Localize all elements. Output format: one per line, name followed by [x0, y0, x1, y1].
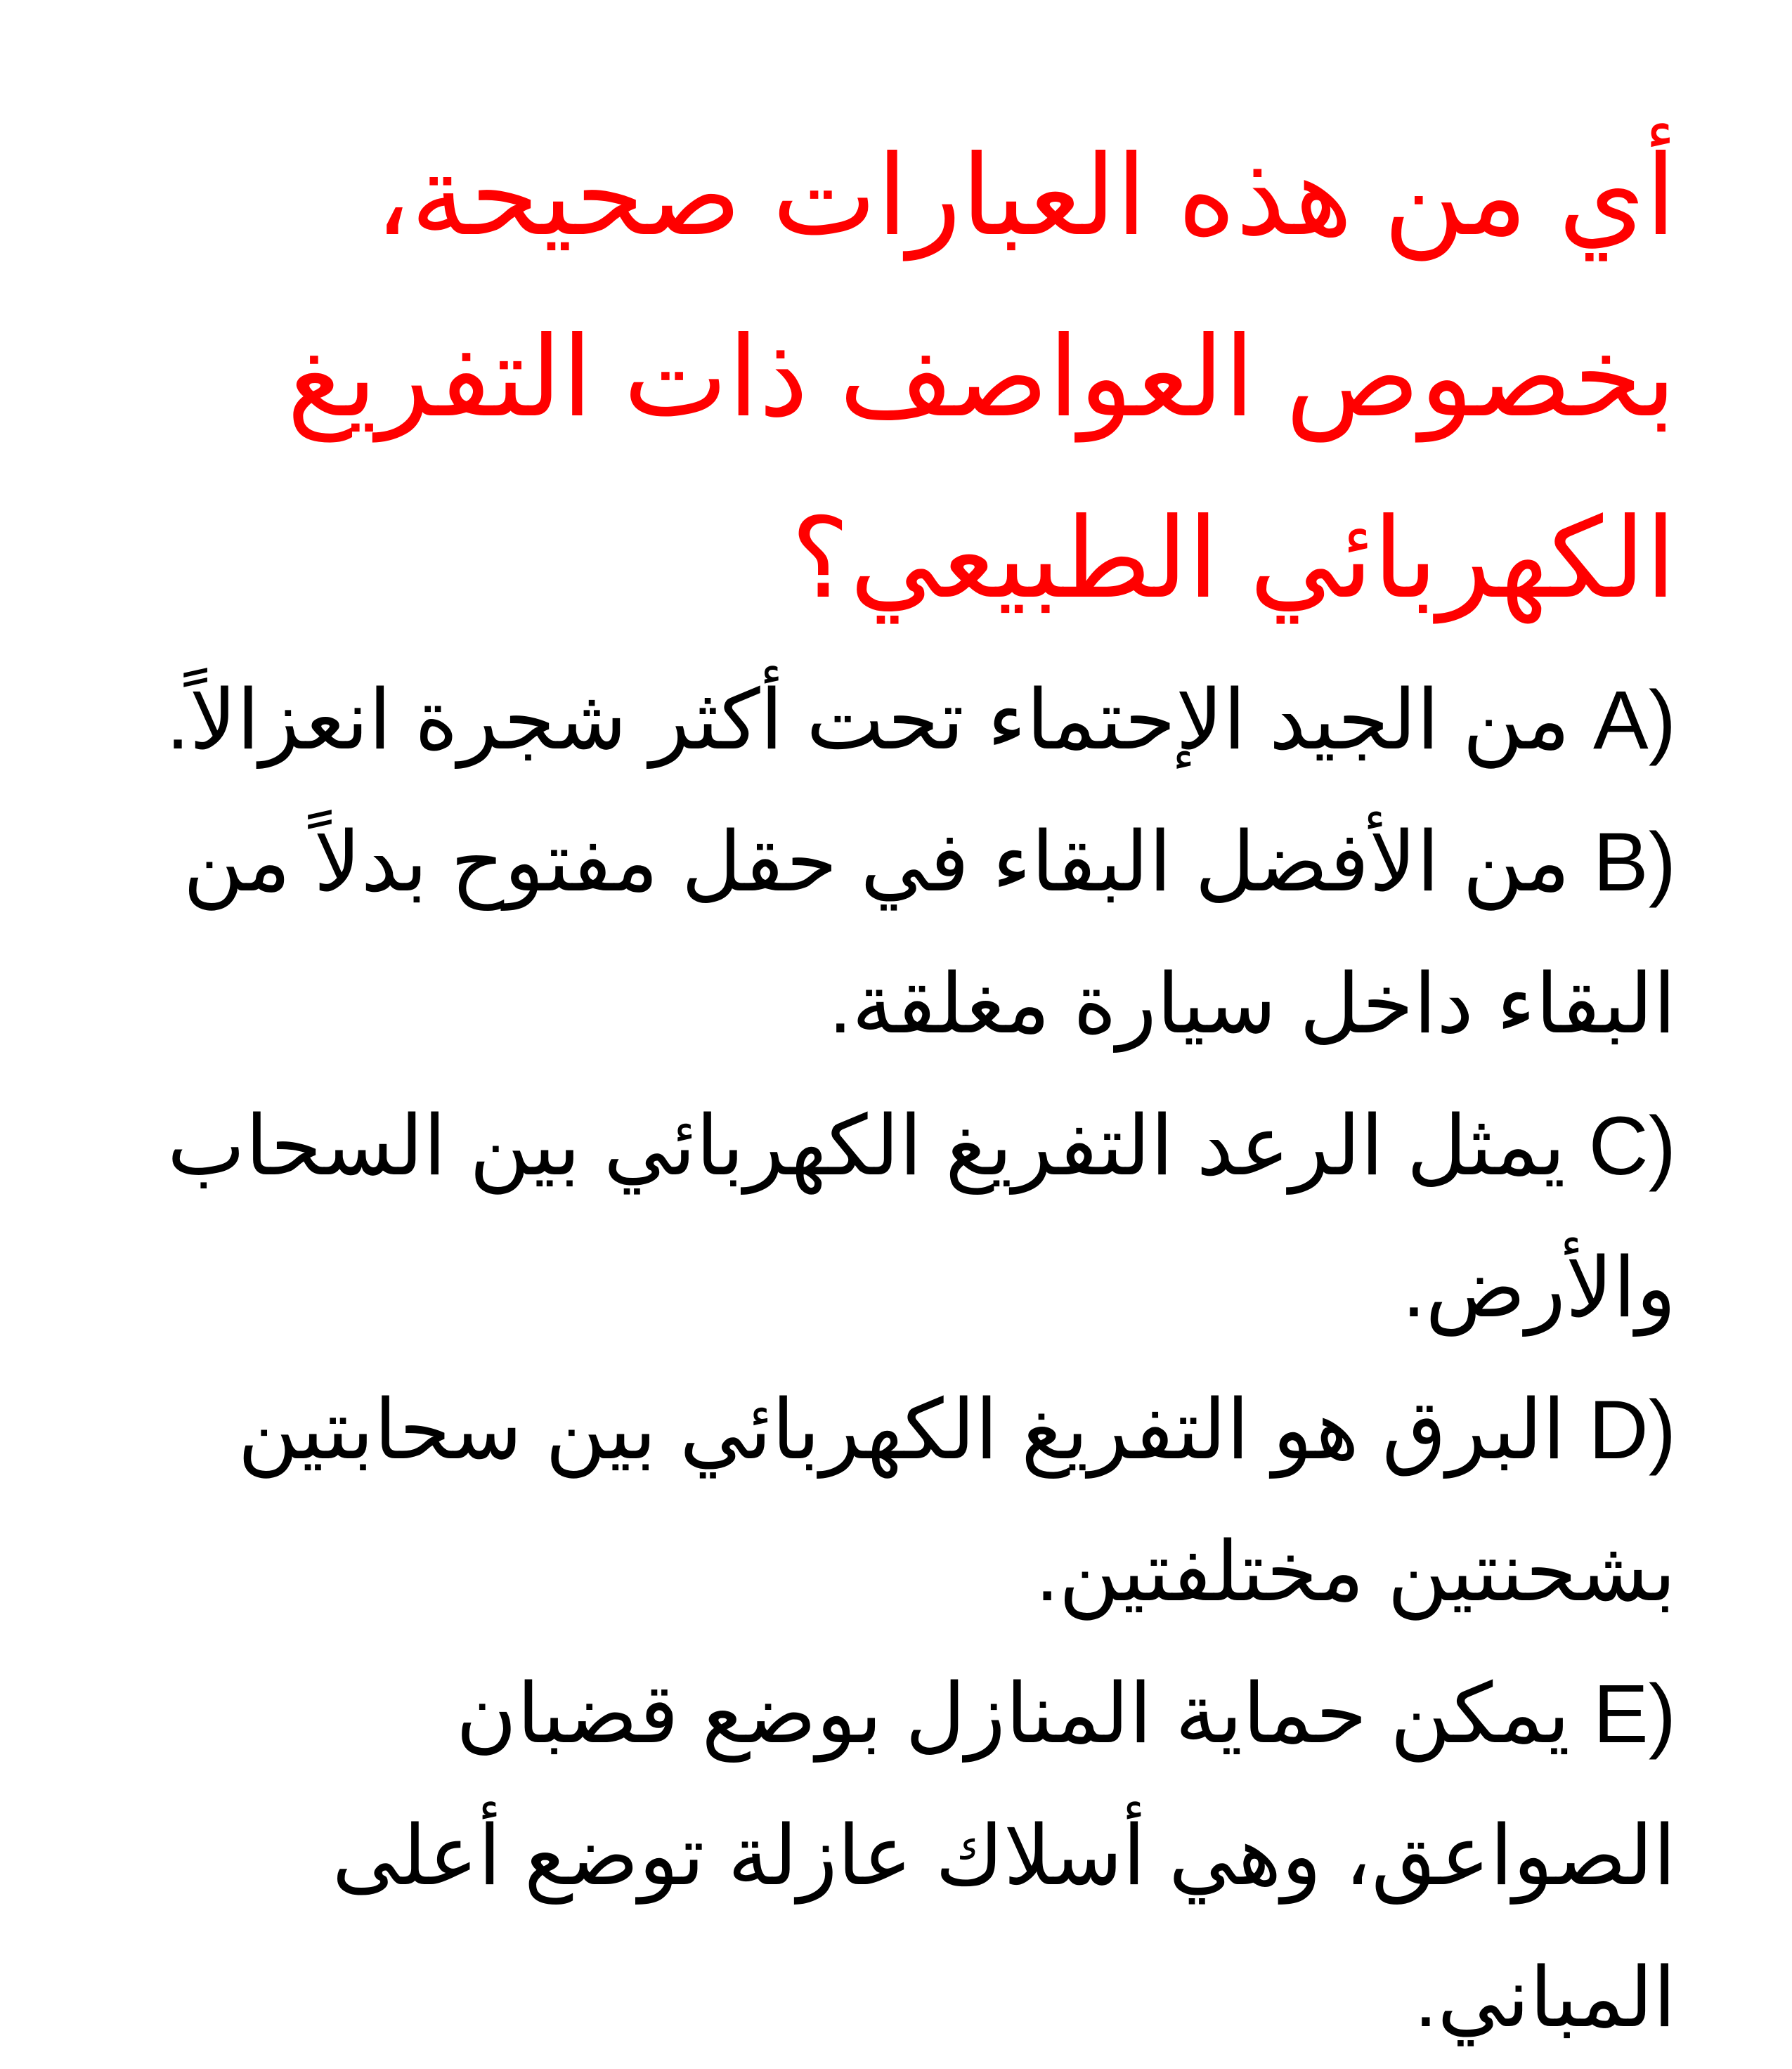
option-b: [102, 791, 1676, 1075]
question-text: أي من هذه العبارات صحيحة، بخصوص العواصف ذات التفريغ الكهربائي الطبيعي؟: [287, 134, 1676, 621]
option-letter: B): [1593, 816, 1676, 909]
option-letter: D): [1588, 1384, 1676, 1477]
option-d: [102, 1359, 1676, 1643]
option-text: يمثل الرعد التفريغ الكهربائي بين السحاب والأرض.: [167, 1100, 1676, 1335]
slide-content: [102, 105, 1676, 2069]
option-text: يمكن حماية المنازل بوضع قضبان الصواعق، وهي أسلاك عازلة توضع أعلى المباني.: [332, 1668, 1676, 2044]
option-a: [102, 649, 1676, 791]
option-letter: A): [1593, 674, 1676, 767]
option-letter: C): [1588, 1100, 1676, 1193]
option-e: [102, 1643, 1676, 2069]
option-text: من الجيد الإحتماء تحت أكثر شجرة انعزالاً.: [166, 674, 1571, 767]
answer-options: [102, 649, 1676, 2069]
option-letter: E): [1593, 1668, 1676, 1760]
option-c: [102, 1075, 1676, 1359]
option-text: البرق هو التفريغ الكهربائي بين سحابتين بشحنتين مختلفتين.: [238, 1384, 1676, 1619]
option-text: من الأفضل البقاء في حقل مفتوح بدلاً من البقاء داخل سيارة مغلقة.: [183, 816, 1676, 1051]
